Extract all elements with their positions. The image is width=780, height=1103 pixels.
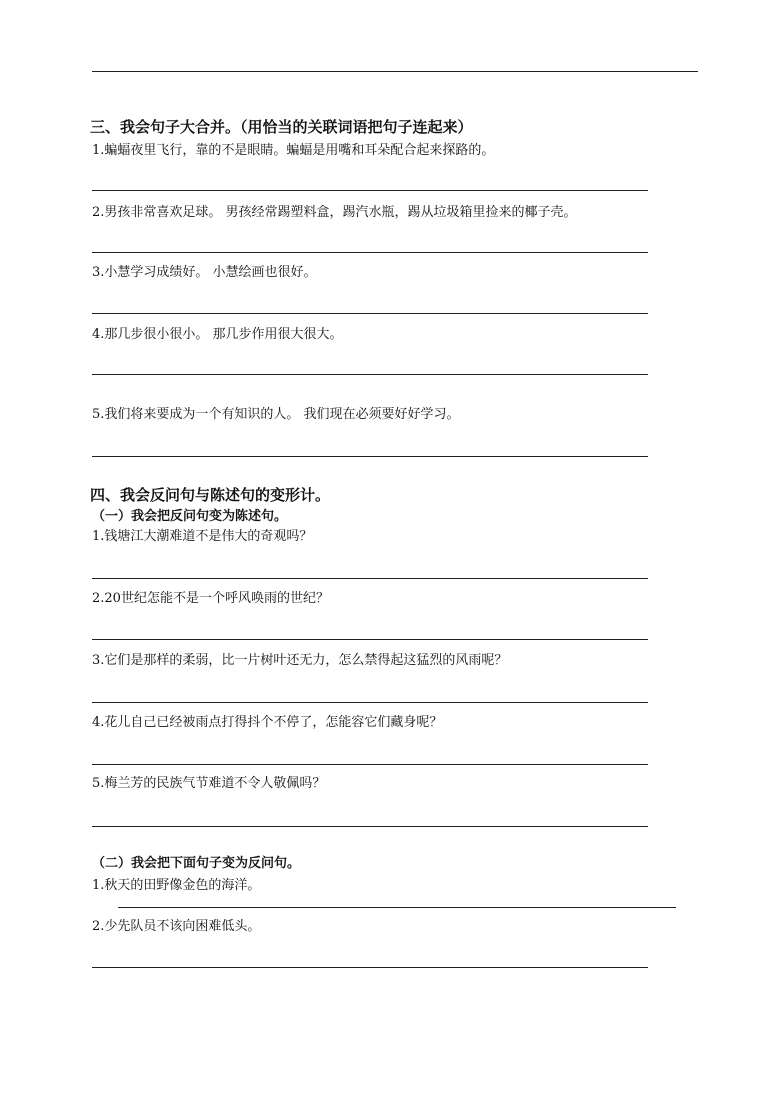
answer-line-4-1-3[interactable]: [92, 702, 648, 703]
question-4-2-1: 1.秋天的田野像金色的海洋。: [92, 878, 261, 893]
question-3-5: 5.我们将来要成为一个有知识的人。 我们现在必须要好好学习。: [92, 407, 460, 422]
answer-line-4-1-2[interactable]: [92, 639, 648, 640]
section-3-title: 三、我会句子大合并。（用恰当的关联词语把句子连起来）: [90, 118, 473, 136]
question-4-1-1: 1.钱塘江大潮难道不是伟大的奇观吗？: [92, 529, 313, 544]
top-divider: [92, 71, 698, 72]
answer-line-3-2[interactable]: [92, 252, 648, 253]
question-4-2-2: 2.少先队员不该向困难低头。: [92, 919, 261, 934]
answer-line-4-1-1[interactable]: [92, 578, 648, 579]
section-4-title: 四、我会反问句与陈述句的变形计。: [90, 486, 331, 504]
question-3-1: 1.蝙蝠夜里飞行，靠的不是眼睛。蝙蝠是用嘴和耳朵配合起来探路的。: [92, 143, 495, 158]
question-4-1-4: 4.花儿自己已经被雨点打得抖个不停了，怎能容它们藏身呢？: [92, 715, 443, 730]
answer-line-3-5[interactable]: [92, 456, 648, 457]
answer-line-3-1[interactable]: [92, 190, 648, 191]
section-4-part-2-title: （二）我会把下面句子变为反问句。: [92, 856, 301, 871]
question-4-1-5: 5.梅兰芳的民族气节难道不令人敬佩吗？: [92, 776, 326, 791]
answer-line-3-3[interactable]: [92, 313, 648, 314]
answer-line-4-1-4[interactable]: [92, 764, 648, 765]
answer-line-4-1-5[interactable]: [92, 826, 648, 827]
question-4-1-3: 3.它们是那样的柔弱，比一片树叶还无力，怎么禁得起这猛烈的风雨呢？: [92, 653, 508, 668]
answer-line-4-2-1[interactable]: [118, 907, 676, 908]
answer-line-3-4[interactable]: [92, 374, 648, 375]
question-4-1-2: 2.20世纪怎能不是一个呼风唤雨的世纪？: [92, 591, 329, 606]
question-3-3: 3.小慧学习成绩好。 小慧绘画也很好。: [92, 265, 317, 280]
answer-line-4-2-2[interactable]: [92, 967, 648, 968]
question-3-2: 2.男孩非常喜欢足球。 男孩经常踢塑料盒，踢汽水瓶，踢从垃圾箱里捡来的椰子壳。: [92, 205, 577, 220]
section-4-part-1-title: （一）我会把反问句变为陈述句。: [92, 509, 288, 524]
question-3-4: 4.那几步很小很小。 那几步作用很大很大。: [92, 327, 343, 342]
